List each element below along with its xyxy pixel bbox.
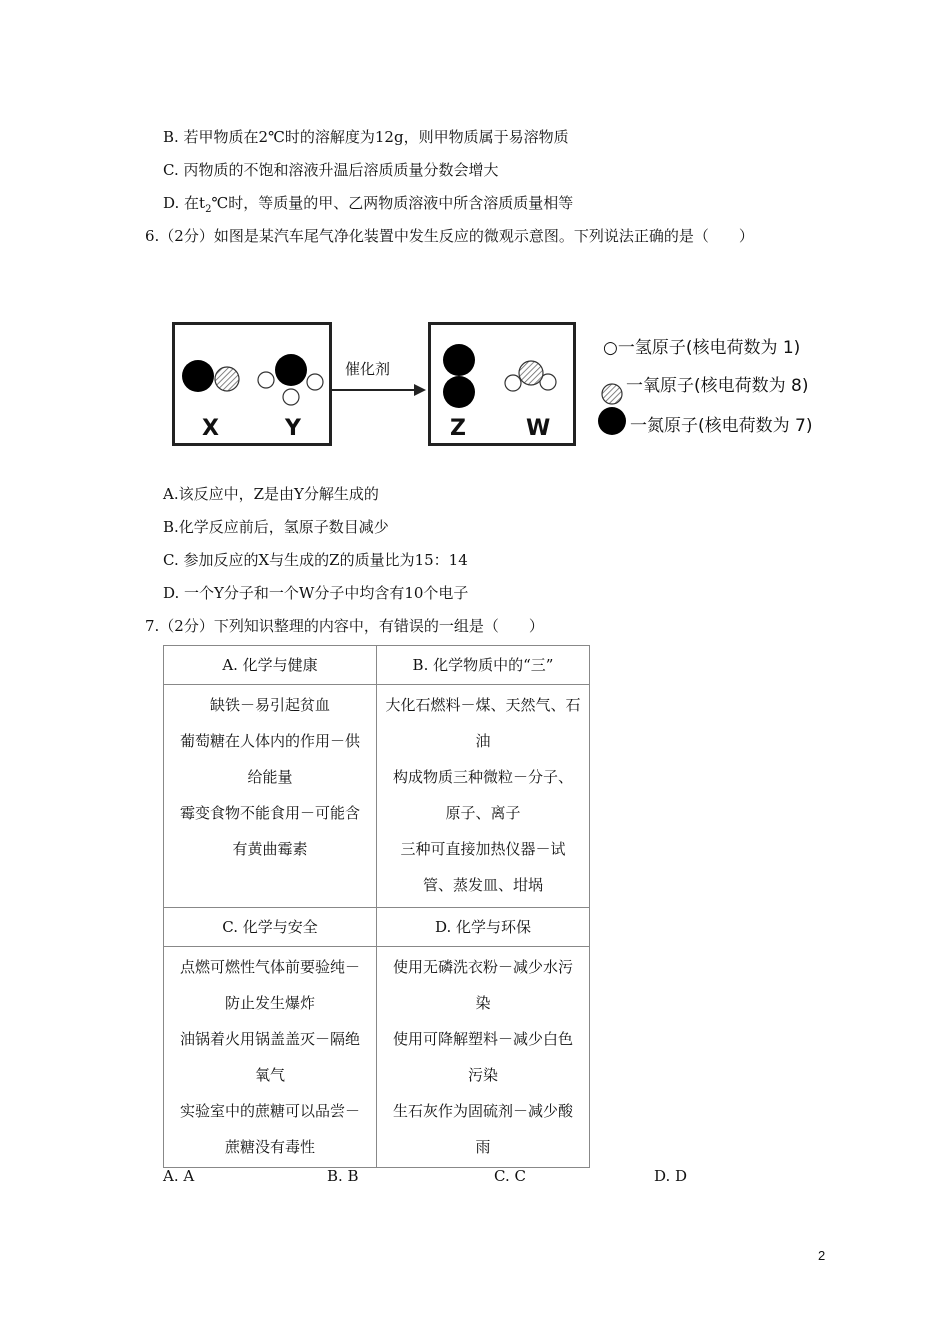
q6-option-c: C. 参加反应的X与生成的Z的质量比为15：14 [163, 551, 468, 569]
q6-option-a: A.该反应中，Z是由Y分解生成的 [163, 485, 379, 503]
legend-nitrogen-icon [598, 407, 626, 435]
table-cell-line: 生石灰作为固硫剂－减少酸 [392, 1102, 573, 1120]
table-cell-line: 构成物质三种微粒－分子、 [392, 768, 573, 786]
table-cell-line: 油锅着火用锅盖盖灭－隔绝 [179, 1030, 360, 1048]
label-y: Y [285, 416, 301, 441]
table-head-d: D. 化学与环保 [377, 908, 590, 947]
table-cell-line: 三种可直接加热仪器－试 [400, 840, 566, 858]
table-head-a: A. 化学与健康 [164, 646, 377, 685]
answer-d: D. D [654, 1167, 688, 1185]
legend-oxygen: 一氧原子(核电荷数为 8) [626, 376, 809, 396]
table-cell-line: 防止发生爆炸 [224, 994, 315, 1012]
q6-option-d: D. 一个Y分子和一个W分子中均含有10个电子 [163, 584, 469, 602]
catalyst-label: 催化剂 [345, 360, 391, 378]
table-cell-line: 使用可降解塑料－减少白色 [392, 1030, 573, 1048]
table-head-b: B. 化学物质中的“三” [377, 646, 590, 685]
molecule-y [258, 354, 323, 405]
answer-a: A. A [163, 1167, 195, 1185]
table-cell-line: 有黄曲霉素 [232, 840, 308, 858]
q7-stem: 7.（2分）下列知识整理的内容中，有错误的一组是（ ） [145, 617, 544, 635]
answer-b: B. B [327, 1167, 359, 1185]
table-cell-line: 霉变食物不能食用－可能含 [179, 804, 360, 822]
label-x: X [202, 416, 219, 441]
table-cell-a [164, 685, 377, 908]
molecule-x [182, 360, 239, 392]
table-cell-line: 缺铁－易引起贫血 [209, 696, 330, 714]
q5-option-c: C. 丙物质的不饱和溶液升温后溶质质量分数会增大 [163, 161, 499, 179]
label-z: Z [450, 416, 466, 441]
table-cell-line: 蔗糖没有毒性 [224, 1138, 315, 1156]
table-cell-line: 大化石燃料－煤、天然气、石 [385, 696, 581, 714]
label-w: W [526, 416, 551, 441]
table-cell-line: 雨 [475, 1138, 491, 1156]
q5-option-d [163, 193, 573, 220]
q5-option-d-sub: 2 [205, 204, 212, 215]
q5-option-b: B. 若甲物质在2℃时的溶解度为12g，则甲物质属于易溶物质 [163, 128, 569, 146]
table-cell-line: 油 [475, 732, 491, 750]
table-head-c: C. 化学与安全 [164, 908, 377, 947]
table-cell-line: 实验室中的蔗糖可以品尝－ [179, 1102, 360, 1120]
table-cell-line: 污染 [467, 1066, 498, 1084]
table-cell-line: 点燃可燃性气体前要验纯－ [179, 958, 360, 976]
q5-option-d-pre: D. 在t [163, 194, 206, 212]
table-cell-line: 葡萄糖在人体内的作用－供 [179, 732, 360, 750]
legend-nitrogen: 一氮原子(核电荷数为 7) [630, 416, 813, 436]
legend-hydrogen: ○一氢原子(核电荷数为 1) [603, 338, 801, 358]
reaction-arrow [330, 384, 426, 396]
q6-option-b: B.化学反应前后，氢原子数目减少 [163, 518, 389, 536]
table-cell-line: 氧气 [254, 1066, 285, 1084]
table-cell-line: 管、蒸发皿、坩埚 [422, 876, 543, 894]
knowledge-table [163, 645, 590, 1168]
legend-oxygen-icon [602, 384, 622, 404]
q6-stem: 6.（2分）如图是某汽车尾气净化装置中发生反应的微观示意图。下列说法正确的是（ ） [145, 227, 754, 245]
table-cell-line: 原子、离子 [445, 804, 521, 822]
table-cell-line: 染 [475, 994, 491, 1012]
table-cell-b [377, 685, 590, 908]
page-number: 2 [818, 1248, 826, 1263]
answer-c: C. C [494, 1167, 526, 1185]
table-cell-d [377, 947, 590, 1168]
table-cell-line: 使用无磷洗衣粉－减少水污 [392, 958, 573, 976]
reaction-diagram [170, 318, 860, 450]
q5-option-d-post: ℃时，等质量的甲、乙两物质溶液中所含溶质质量相等 [211, 194, 574, 212]
table-cell-c [164, 947, 377, 1168]
table-cell-line: 给能量 [247, 768, 293, 786]
